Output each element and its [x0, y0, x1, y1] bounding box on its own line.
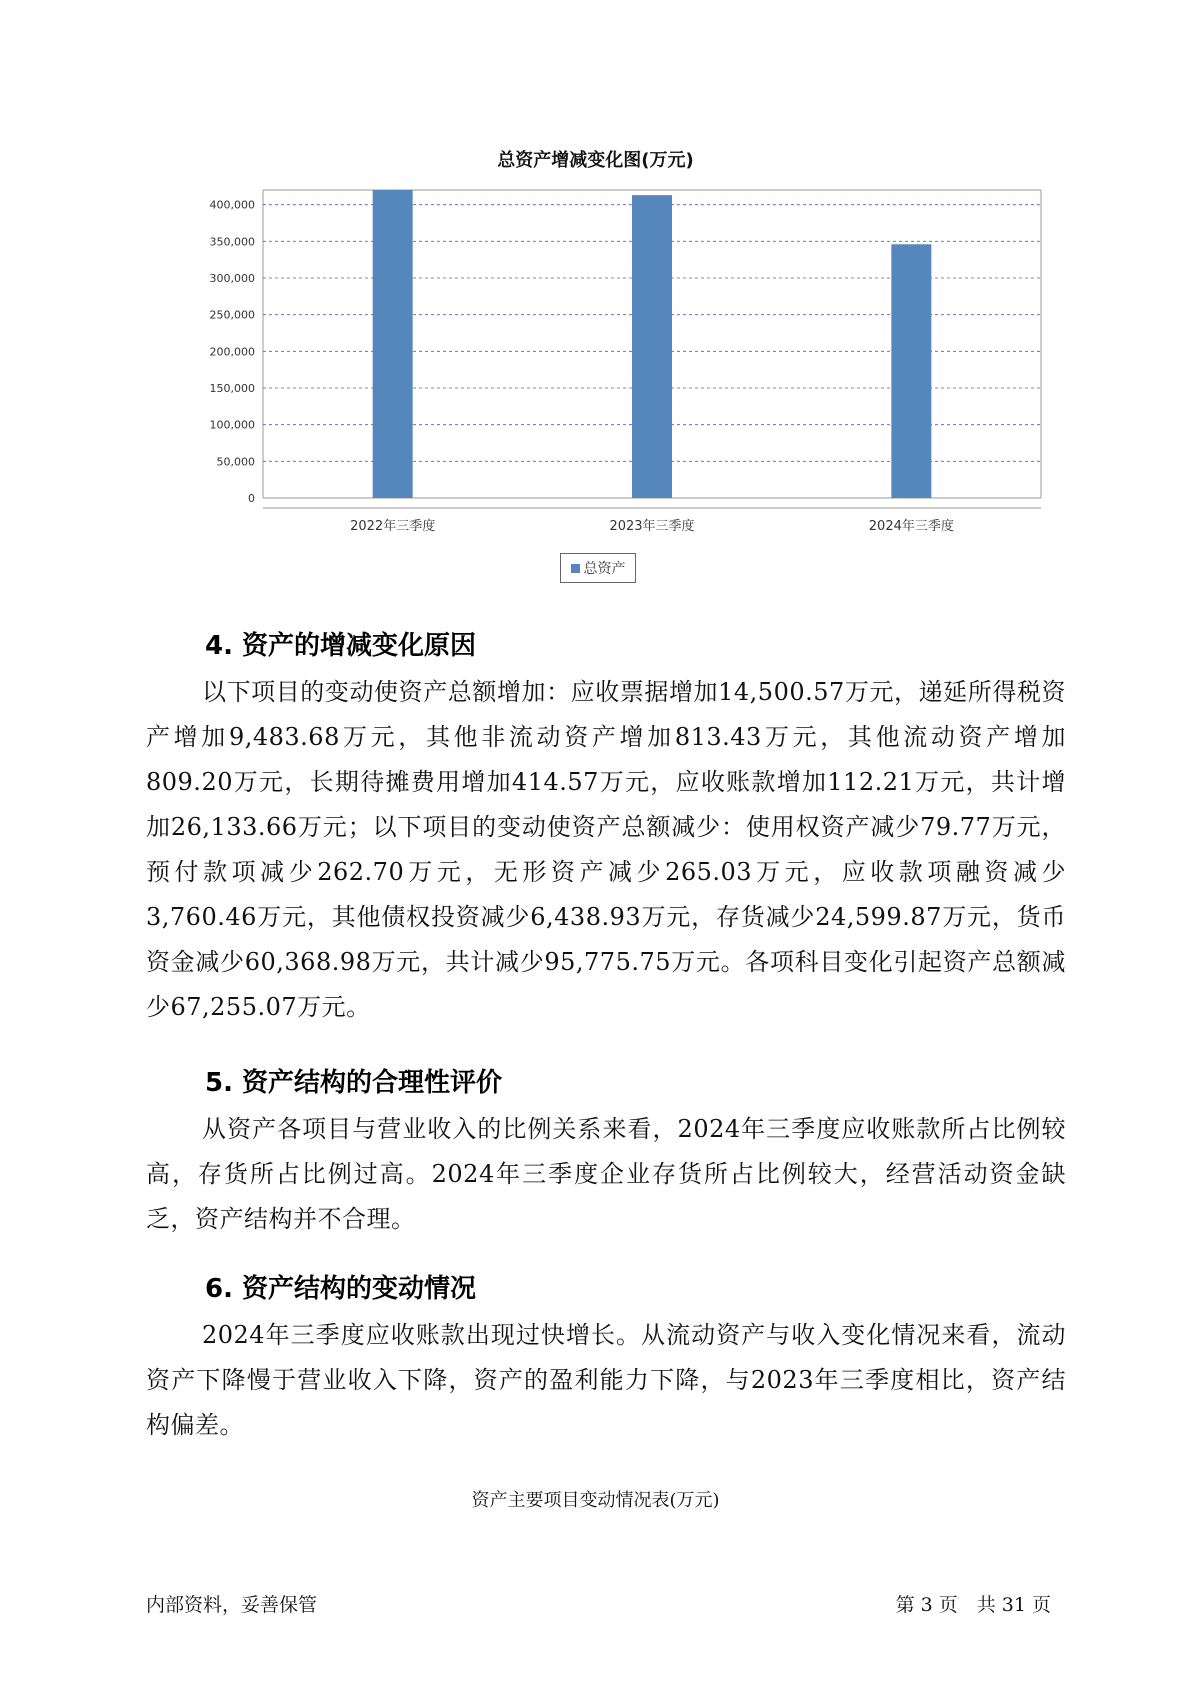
legend-swatch	[571, 564, 580, 573]
y-tick-label: 150,000	[209, 382, 255, 395]
chart-title: 总资产增减变化图(万元)	[497, 150, 694, 171]
y-tick-label: 400,000	[209, 198, 255, 212]
y-tick-label: 300,000	[209, 272, 255, 285]
x-tick-label: 2023年三季度	[609, 519, 695, 534]
section-heading-6: 6. 资产结构的变动情况	[205, 1274, 477, 1304]
section-text-4: 以下项目的变动使资产总额增加：应收票据增加14,500.57万元，递延所得税资产增加9,483.68万元，其他非流动资产增加813.43万元，其他流动资产增加809.20万元，长期待摊费用增加414.57万元，应收账款增加112.21万元，共计增加26,133.66万元；以下项目的变动使资产总额减少：使用权资产减少79.77万元，预付款项减少262.70万元，无形资产减少265.03万元，应收款项融资减少3,760.46万元，其他债权投资减少6,438.93万元，存货减少24,599.87万元，货币资金减少60,368.98万元，共计减少95,775.75万元。各项科目变化引起资产总额减少67,255.07万元。	[146, 678, 1066, 1021]
footer-confidential-note: 内部资料，妥善保管	[146, 1594, 318, 1616]
legend-label: 总资产	[583, 561, 626, 577]
total-assets-bar-chart	[150, 180, 1012, 534]
x-tick-label: 2024年三季度	[868, 519, 954, 534]
bar	[632, 195, 672, 498]
section-heading-4: 4. 资产的增减变化原因	[205, 631, 477, 661]
section-text-5: 从资产各项目与营业收入的比例关系来看，2024年三季度应收账款所占比例较高，存货所占比例过高。2024年三季度企业存货所占比例较大，经营活动资金缺乏，资产结构并不合理。	[146, 1115, 1066, 1233]
bar	[373, 190, 413, 498]
table-caption: 资产主要项目变动情况表(万元)	[471, 1490, 720, 1511]
y-tick-label: 200,000	[209, 345, 255, 359]
y-tick-label: 0	[248, 492, 255, 505]
y-tick-label: 50,000	[216, 455, 255, 469]
section-text-6: 2024年三季度应收账款出现过快增长。从流动资产与收入变化情况来看，流动资产下降慢于营业收入下降，资产的盈利能力下降，与2023年三季度相比，资产结构偏差。	[146, 1321, 1066, 1439]
chart-legend	[560, 553, 636, 583]
y-tick-label: 350,000	[209, 235, 255, 249]
bar	[891, 244, 931, 498]
y-tick-label: 250,000	[209, 308, 255, 322]
section-heading-5: 5. 资产结构的合理性评价	[205, 1068, 503, 1098]
x-tick-label: 2022年三季度	[350, 519, 436, 534]
y-tick-label: 100,000	[209, 418, 255, 432]
footer-page-number: 第 3 页 共 31 页	[895, 1594, 1051, 1616]
